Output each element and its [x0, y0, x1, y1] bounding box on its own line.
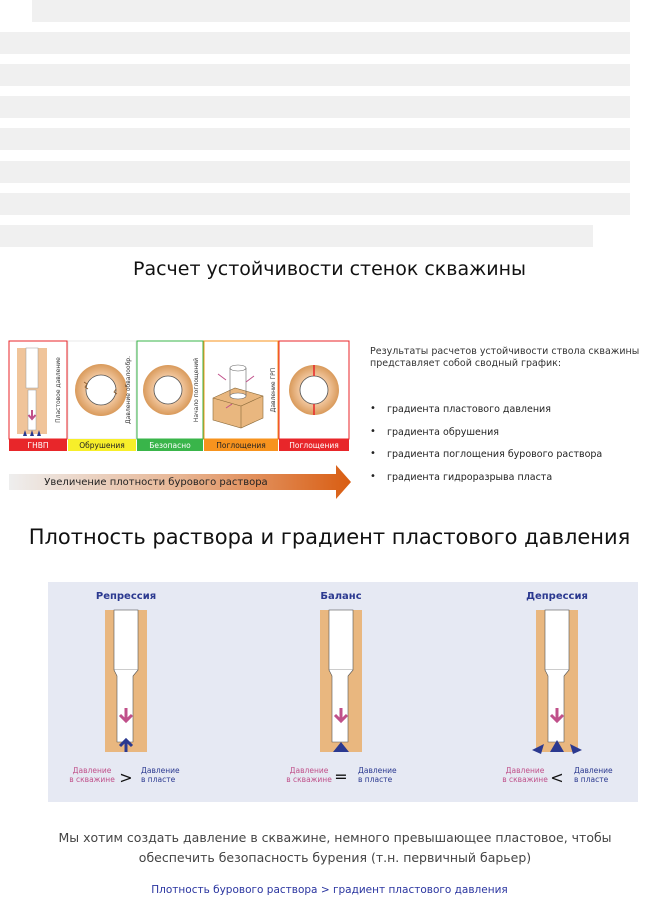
placeholder-bar [0, 32, 630, 54]
placeholder-bar [0, 225, 593, 247]
left-label-line2: в скважине [502, 775, 548, 784]
pressure-balance-diagram [48, 582, 638, 802]
comparison-sign: < [550, 768, 564, 787]
safe-ring-icon [143, 365, 193, 415]
kick-well-schematic [17, 348, 47, 436]
left-label-line1: Давление [72, 766, 112, 775]
right-label-line1: Давление [141, 766, 180, 775]
case-title: Репрессия [95, 591, 157, 602]
left-label-line1: Давление [289, 766, 329, 775]
zone-label-losses-2: Поглощения [289, 441, 339, 450]
left-label-line1: Давление [505, 766, 545, 775]
section-title-density: Плотность раствора и градиент пластового давления [28, 525, 631, 549]
collapse-ring-icon [75, 364, 127, 416]
placeholder-bar [32, 0, 630, 22]
vertical-label-formation-pressure: Пластовое давление [55, 357, 62, 423]
summary-list [370, 404, 602, 494]
right-label-line2: в пласте [574, 775, 609, 784]
vertical-label-collapse-pressure: Давление обвалообр. [125, 355, 132, 425]
right-label-line2: в пласте [358, 775, 393, 784]
loss-ring-icon [289, 365, 339, 415]
comparison-sign: > [119, 768, 133, 787]
left-label-line2: в скважине [69, 775, 115, 784]
vertical-label-frac-pressure: Давление ГРП [270, 367, 277, 413]
density-link[interactable]: Плотность бурового раствора > градиент пластового давления [151, 884, 508, 896]
right-label-line1: Давление [358, 766, 397, 775]
right-label-line1: Давление [574, 766, 613, 775]
wellbore-stability-diagram [8, 338, 358, 500]
placeholder-bar [0, 193, 630, 215]
summary-item: • градиента гидроразрыва пласта [370, 472, 602, 495]
summary-item: • градиента поглощения бурового раствора [370, 449, 602, 472]
placeholder-bar [0, 161, 630, 183]
body-paragraph: Мы хотим создать давление в скважине, немного превышающее пластовое, чтобы обеспечить безопасность бурения (т.н. первичный барьер) [58, 830, 612, 865]
vertical-label-loss-start: Начало поглощений [193, 357, 200, 423]
summary-item: • градиента обрушения [370, 427, 602, 450]
arrow-label: Увеличение плотности бурового раствора [44, 477, 268, 488]
left-label-line2: в скважине [286, 775, 332, 784]
summary-item: • градиента пластового давления [370, 404, 602, 427]
case-title: Депрессия [526, 591, 588, 602]
zone-label-losses: Поглощения [216, 441, 266, 450]
zone-label-safe: Безопасно [149, 441, 191, 450]
zone-label-collapse: Обрушения [79, 441, 125, 450]
comparison-sign: = [334, 767, 348, 786]
placeholder-bar [0, 96, 630, 118]
case-title: Баланс [320, 591, 362, 602]
right-label-line2: в пласте [141, 775, 176, 784]
placeholder-bar [0, 64, 630, 86]
summary-intro: Результаты расчетов устойчивости ствола скважины представляет собой сводный график: [370, 346, 640, 369]
placeholder-bar [0, 128, 630, 150]
section-title-wellbore-stability: Расчет устойчивости стенок скважины [132, 258, 527, 280]
zone-label-kick: ГНВП [27, 441, 49, 450]
